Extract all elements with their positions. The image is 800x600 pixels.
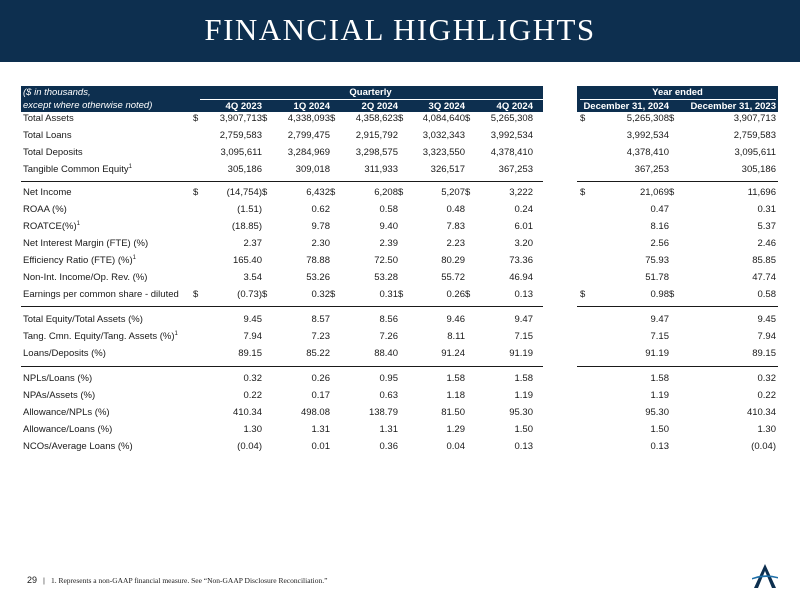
dollar-sign: $ <box>262 187 268 198</box>
row-label <box>23 164 132 175</box>
row-label <box>23 130 72 141</box>
year-underline <box>580 99 776 100</box>
quarter-value-cell: 2.30 <box>311 238 330 249</box>
quarter-value-cell: 3,323,550 <box>422 147 465 158</box>
year-value-cell: 95.30 <box>645 407 669 418</box>
quarter-value-cell: 498.08 <box>300 407 330 418</box>
column-header-quarter: 3Q 2024 <box>428 101 465 112</box>
units-note-line2: except where otherwise noted) <box>23 100 153 111</box>
year-value-cell: 410.34 <box>746 407 776 418</box>
dollar-sign: $ <box>193 113 199 124</box>
quarter-value-cell: 0.17 <box>311 390 330 401</box>
year-value-cell: 0.32 <box>757 373 776 384</box>
quarter-value-cell: 1.31 <box>311 424 330 435</box>
row-label <box>23 221 80 232</box>
quarter-value-cell: 3,907,713 <box>219 113 262 124</box>
year-value-cell: 11,696 <box>747 187 776 198</box>
table-row <box>0 113 800 130</box>
quarter-value-cell: 7.94 <box>243 331 262 342</box>
section-divider <box>21 306 543 307</box>
table-row <box>0 441 800 458</box>
row-label-text: Tang. Cmn. Equity/Tang. Assets (%) <box>23 331 175 343</box>
row-label <box>23 348 106 359</box>
section-divider <box>577 366 778 367</box>
table-row <box>0 348 800 365</box>
column-header-year: December 31, 2024 <box>583 101 669 112</box>
quarter-value-cell: 95.30 <box>509 407 533 418</box>
page-number: 29 <box>27 575 38 585</box>
quarter-value-cell: 309,018 <box>295 164 330 175</box>
table-row <box>0 255 800 272</box>
quarter-value-cell: 0.48 <box>446 204 465 215</box>
table-row <box>0 407 800 424</box>
column-header-quarter: 2Q 2024 <box>361 101 398 112</box>
row-label-text: Allowance/NPLs (%) <box>23 407 110 418</box>
row-label <box>23 147 83 158</box>
row-label <box>23 187 72 198</box>
table-row <box>0 130 800 147</box>
quarter-value-cell: 410.34 <box>232 407 262 418</box>
row-label <box>23 390 95 401</box>
year-value-cell: 7.94 <box>757 331 776 342</box>
year-value-cell: 89.15 <box>752 348 776 359</box>
quarter-value-cell: 2.37 <box>243 238 262 249</box>
units-note-line1: ($ in thousands, <box>23 87 91 98</box>
quarter-value-cell: 165.40 <box>232 255 262 266</box>
year-value-cell: 7.15 <box>650 331 669 342</box>
year-value-cell: 47.74 <box>752 272 776 283</box>
dollar-sign: $ <box>398 113 404 124</box>
quarter-value-cell: 85.22 <box>306 348 330 359</box>
dollar-sign: $ <box>398 289 404 300</box>
year-value-cell: 5,265,308 <box>626 113 669 124</box>
quarter-value-cell: 6,208 <box>374 187 398 198</box>
row-label <box>23 204 67 215</box>
quarter-value-cell: 0.62 <box>311 204 330 215</box>
quarter-value-cell: 2,915,792 <box>355 130 398 141</box>
quarter-value-cell: 0.26 <box>311 373 330 384</box>
quarter-value-cell: 2,799,475 <box>287 130 330 141</box>
row-label-text: Total Assets <box>23 113 74 124</box>
row-label <box>23 424 112 435</box>
quarter-value-cell: 6.01 <box>514 221 533 232</box>
row-label-text: ROATCE(%) <box>23 221 77 233</box>
row-label-text: NPAs/Assets (%) <box>23 390 96 401</box>
row-label <box>23 238 148 249</box>
quarter-value-cell: 3.20 <box>514 238 533 249</box>
section-divider <box>577 306 778 307</box>
quarter-value-cell: 1.29 <box>446 424 465 435</box>
quarter-value-cell: 138.79 <box>368 407 398 418</box>
quarter-value-cell: 7.83 <box>446 221 465 232</box>
quarter-value-cell: 4,338,093 <box>287 113 330 124</box>
year-value-cell: 2.46 <box>757 238 776 249</box>
table-row <box>0 289 800 306</box>
dollar-sign: $ <box>465 289 471 300</box>
year-value-cell: 21,069 <box>639 187 669 198</box>
quarter-value-cell: 0.01 <box>311 441 330 452</box>
dollar-sign: $ <box>330 113 336 124</box>
quarter-value-cell: 72.50 <box>374 255 398 266</box>
footnote: 1. Represents a non-GAAP financial measure. See “Non-GAAP Disclosure Reconciliation.” <box>50 576 328 585</box>
year-value-cell: 0.47 <box>650 204 669 215</box>
quarter-value-cell: (14,754) <box>226 187 262 198</box>
quarter-value-cell: 53.26 <box>306 272 330 283</box>
table-row <box>0 164 800 181</box>
footnote-marker: 1 <box>128 164 132 170</box>
year-value-cell: 9.47 <box>650 314 669 325</box>
year-value-cell: 5.37 <box>757 221 776 232</box>
footer-separator: | <box>43 576 45 585</box>
title-banner <box>0 0 800 62</box>
quarter-value-cell: 4,358,623 <box>355 113 398 124</box>
row-label-text: Tangible Common Equity <box>23 164 129 176</box>
year-value-cell: 0.58 <box>757 289 776 300</box>
quarter-value-cell: 0.63 <box>379 390 398 401</box>
table-row <box>0 187 800 204</box>
dollar-sign: $ <box>580 289 586 300</box>
quarter-value-cell: 3,992,534 <box>490 130 533 141</box>
quarter-value-cell: 73.36 <box>509 255 533 266</box>
footnote-marker: 1 <box>174 331 178 337</box>
year-value-cell: 0.31 <box>757 204 776 215</box>
row-label <box>23 407 110 418</box>
quarter-value-cell: 4,378,410 <box>490 147 533 158</box>
quarter-value-cell: 3,222 <box>509 187 533 198</box>
row-label-text: Total Deposits <box>23 147 83 158</box>
column-header-quarter: 4Q 2024 <box>496 101 533 112</box>
quarter-value-cell: 9.47 <box>514 314 533 325</box>
year-value-cell: 4,378,410 <box>626 147 669 158</box>
footer <box>27 575 327 585</box>
quarter-value-cell: (0.04) <box>237 441 262 452</box>
quarter-value-cell: 0.36 <box>379 441 398 452</box>
year-value-cell: 3,992,534 <box>626 130 669 141</box>
dollar-sign: $ <box>580 187 586 198</box>
quarter-value-cell: 305,186 <box>227 164 262 175</box>
quarter-value-cell: 9.78 <box>311 221 330 232</box>
year-value-cell: 1.50 <box>650 424 669 435</box>
page-title: FINANCIAL HIGHLIGHTS <box>204 12 596 47</box>
section-divider <box>21 181 543 182</box>
quarter-value-cell: 5,265,308 <box>490 113 533 124</box>
row-label <box>23 255 136 266</box>
row-label-text: Total Equity/Total Assets (%) <box>23 314 143 325</box>
row-label <box>23 113 74 124</box>
year-value-cell: 8.16 <box>650 221 669 232</box>
quarter-value-cell: 1.50 <box>514 424 533 435</box>
dollar-sign: $ <box>193 187 199 198</box>
quarter-value-cell: 3,298,575 <box>355 147 398 158</box>
quarter-value-cell: 78.88 <box>306 255 330 266</box>
year-value-cell: 0.13 <box>650 441 669 452</box>
year-value-cell: 2,759,583 <box>733 130 776 141</box>
table-row <box>0 390 800 407</box>
quarterly-group-label: Quarterly <box>349 87 392 98</box>
quarter-value-cell: 0.32 <box>243 373 262 384</box>
quarter-value-cell: 6,432 <box>306 187 330 198</box>
quarter-value-cell: 9.46 <box>446 314 465 325</box>
dollar-sign: $ <box>669 289 675 300</box>
quarter-value-cell: 326,517 <box>430 164 465 175</box>
year-value-cell: 367,253 <box>634 164 669 175</box>
quarter-value-cell: 367,253 <box>498 164 533 175</box>
quarter-value-cell: 53.28 <box>374 272 398 283</box>
quarter-value-cell: 80.29 <box>441 255 465 266</box>
quarter-value-cell: 46.94 <box>509 272 533 283</box>
dollar-sign: $ <box>669 113 675 124</box>
quarter-value-cell: 1.58 <box>446 373 465 384</box>
quarter-value-cell: (0.73) <box>237 289 262 300</box>
quarter-value-cell: 91.19 <box>509 348 533 359</box>
quarter-value-cell: 1.18 <box>446 390 465 401</box>
quarter-value-cell: 2.23 <box>446 238 465 249</box>
row-label-text: ROAA (%) <box>23 204 67 215</box>
quarter-value-cell: 0.26 <box>446 289 465 300</box>
section-divider <box>21 366 543 367</box>
quarter-value-cell: 0.31 <box>379 289 398 300</box>
row-label-text: Net Income <box>23 187 72 198</box>
year-value-cell: 2.56 <box>650 238 669 249</box>
quarter-value-cell: 0.58 <box>379 204 398 215</box>
table-row <box>0 147 800 164</box>
quarter-value-cell: 1.30 <box>243 424 262 435</box>
table-row <box>0 238 800 255</box>
dollar-sign: $ <box>262 289 268 300</box>
year-value-cell: 1.30 <box>757 424 776 435</box>
quarter-value-cell: 0.32 <box>311 289 330 300</box>
quarter-value-cell: 0.13 <box>514 289 533 300</box>
row-label <box>23 314 143 325</box>
row-label <box>23 272 147 283</box>
quarter-value-cell: 3,284,969 <box>287 147 330 158</box>
quarter-value-cell: 0.24 <box>514 204 533 215</box>
year-value-cell: 0.22 <box>757 390 776 401</box>
year-value-cell: 51.78 <box>645 272 669 283</box>
quarter-value-cell: 88.40 <box>374 348 398 359</box>
year-value-cell: 1.19 <box>650 390 669 401</box>
dollar-sign: $ <box>262 113 268 124</box>
quarter-value-cell: 0.95 <box>379 373 398 384</box>
quarter-value-cell: 3.54 <box>243 272 262 283</box>
row-label <box>23 289 179 300</box>
year-value-cell: 3,907,713 <box>733 113 776 124</box>
quarter-value-cell: 7.26 <box>379 331 398 342</box>
dollar-sign: $ <box>330 187 336 198</box>
column-header-year: December 31, 2023 <box>690 101 776 112</box>
year-value-cell: 75.93 <box>645 255 669 266</box>
quarter-value-cell: 0.04 <box>446 441 465 452</box>
quarter-value-cell: 1.58 <box>514 373 533 384</box>
company-logo-icon <box>750 562 780 590</box>
quarter-value-cell: 81.50 <box>441 407 465 418</box>
year-value-cell: 85.85 <box>752 255 776 266</box>
row-label <box>23 373 92 384</box>
column-header-quarter: 1Q 2024 <box>293 101 330 112</box>
row-label-text: Earnings per common share - diluted <box>23 289 179 300</box>
quarter-value-cell: 311,933 <box>364 164 398 175</box>
dollar-sign: $ <box>465 113 471 124</box>
dollar-sign: $ <box>398 187 404 198</box>
table-row <box>0 221 800 238</box>
quarter-value-cell: 2.39 <box>379 238 398 249</box>
row-label-text: Net Interest Margin (FTE) (%) <box>23 238 149 249</box>
row-label <box>23 331 178 342</box>
quarter-value-cell: 4,084,640 <box>422 113 465 124</box>
section-divider <box>577 181 778 182</box>
quarter-value-cell: 3,095,611 <box>220 147 262 158</box>
year-value-cell: 305,186 <box>741 164 776 175</box>
year-value-cell: (0.04) <box>751 441 776 452</box>
quarterly-underline <box>200 99 543 100</box>
quarter-value-cell: 9.45 <box>243 314 262 325</box>
row-label-text: NPLs/Loans (%) <box>23 373 93 384</box>
quarter-value-cell: 0.13 <box>514 441 533 452</box>
row-label-text: Loans/Deposits (%) <box>23 348 106 359</box>
quarter-value-cell: 3,032,343 <box>422 130 465 141</box>
dollar-sign: $ <box>580 113 586 124</box>
table-row <box>0 272 800 289</box>
quarter-value-cell: 8.11 <box>447 331 465 342</box>
quarter-value-cell: 8.57 <box>311 314 330 325</box>
quarter-value-cell: (1.51) <box>237 204 262 215</box>
year-value-cell: 91.19 <box>645 348 669 359</box>
quarter-value-cell: 7.15 <box>514 331 533 342</box>
table-row <box>0 424 800 441</box>
table-row <box>0 331 800 348</box>
year-value-cell: 9.45 <box>757 314 776 325</box>
year-value-cell: 1.58 <box>650 373 669 384</box>
quarter-value-cell: 0.22 <box>243 390 262 401</box>
footnote-marker: 1 <box>76 221 80 227</box>
row-label-text: Allowance/Loans (%) <box>23 424 113 435</box>
dollar-sign: $ <box>669 187 675 198</box>
quarter-value-cell: 91.24 <box>441 348 465 359</box>
dollar-sign: $ <box>193 289 199 300</box>
year-value-cell: 0.98 <box>650 289 669 300</box>
quarter-value-cell: 7.23 <box>311 331 330 342</box>
quarter-value-cell: 89.15 <box>238 348 262 359</box>
row-label-text: Efficiency Ratio (FTE) (%) <box>23 255 133 267</box>
table-row <box>0 204 800 221</box>
table-row <box>0 314 800 331</box>
year-value-cell: 3,095,611 <box>734 147 776 158</box>
row-label-text: Total Loans <box>23 130 72 141</box>
quarter-value-cell: 55.72 <box>441 272 465 283</box>
dollar-sign: $ <box>465 187 471 198</box>
table-row <box>0 373 800 390</box>
quarter-value-cell: 8.56 <box>379 314 398 325</box>
quarter-value-cell: 2,759,583 <box>219 130 262 141</box>
quarter-value-cell: 9.40 <box>379 221 398 232</box>
footnote-marker: 1 <box>132 255 136 261</box>
row-label <box>23 441 133 452</box>
row-label-text: Non-Int. Income/Op. Rev. (%) <box>23 272 148 283</box>
quarter-value-cell: 1.19 <box>514 390 533 401</box>
quarter-value-cell: 5,207 <box>441 187 465 198</box>
dollar-sign: $ <box>330 289 336 300</box>
quarter-value-cell: (18.85) <box>231 221 262 232</box>
quarter-value-cell: 1.31 <box>379 424 398 435</box>
year-group-label: Year ended <box>652 87 703 98</box>
row-label-text: NCOs/Average Loans (%) <box>23 441 133 452</box>
column-header-quarter: 4Q 2023 <box>225 101 262 112</box>
